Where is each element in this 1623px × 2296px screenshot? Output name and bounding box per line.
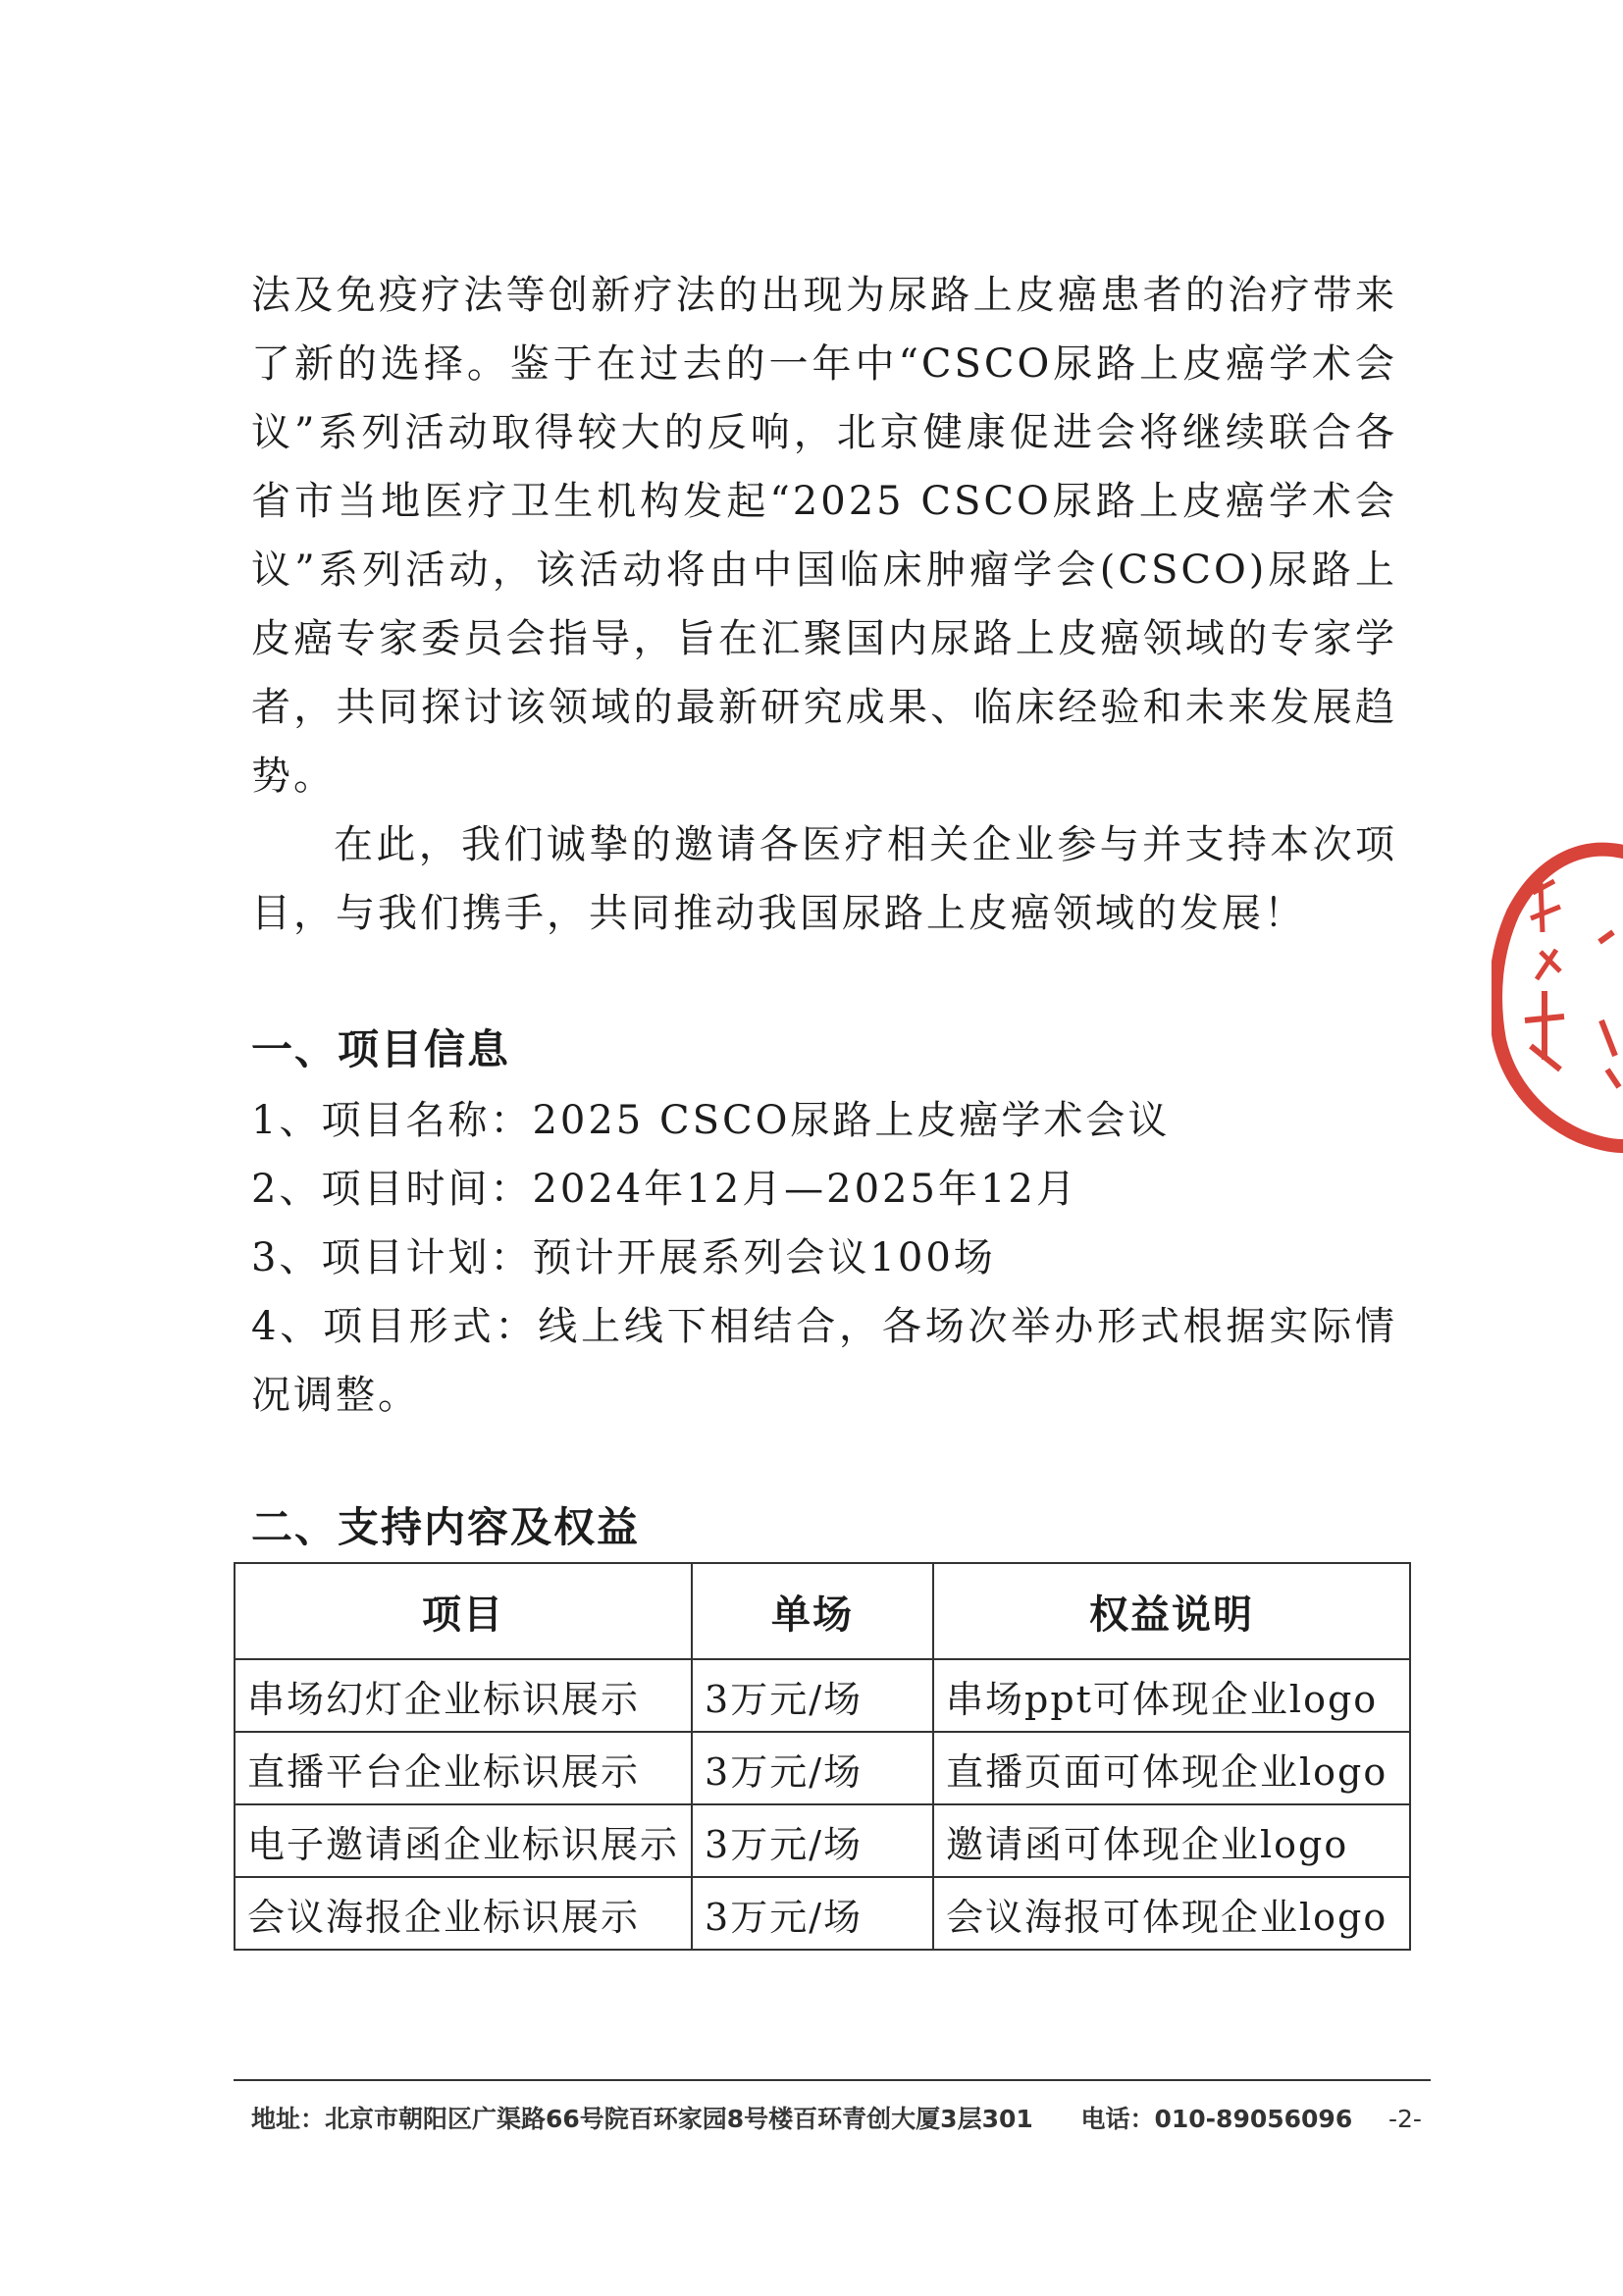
cell-price: 3万元/场 (692, 1804, 933, 1877)
cell-price: 3万元/场 (692, 1877, 933, 1950)
cell-project: 串场幻灯企业标识展示 (235, 1659, 692, 1732)
footer-phone: 电话：010-89056096 (1080, 2105, 1353, 2133)
rights-table (234, 1562, 1411, 1951)
table-row (235, 1877, 1410, 1950)
header-project: 项目 (235, 1563, 692, 1659)
footer-address: 地址：北京市朝阳区广渠路66号院百环家园8号楼百环青创大厦3层301 (251, 2105, 1033, 2133)
cell-project: 会议海报企业标识展示 (235, 1877, 692, 1950)
info-item-plan: 3、项目计划：预计开展系列会议100场 (251, 1235, 996, 1280)
header-single: 单场 (692, 1563, 933, 1659)
info-item-time: 2、项目时间：2024年12月—2025年12月 (251, 1167, 1078, 1212)
seal-mark-4 (1599, 932, 1619, 1087)
invite-paragraph: 在此，我们诚挚的邀请各医疗相关企业参与并支持本次项目，与我们携手，共同推动我国尿路上皮癌领域的发展！ (251, 822, 1397, 936)
page-number: -2- (1387, 2105, 1422, 2133)
seal-mark-2 (1537, 950, 1560, 979)
project-info-list (251, 1086, 1397, 1430)
cell-price: 3万元/场 (692, 1659, 933, 1732)
table-row (235, 1659, 1410, 1732)
seal-stamp-icon (1492, 824, 1623, 1177)
table-row (235, 1732, 1410, 1804)
info-item-name: 1、项目名称：2025 CSCO尿路上皮癌学术会议 (251, 1098, 1171, 1143)
footer-divider (234, 2079, 1431, 2081)
intro-paragraph: 法及免疫疗法等创新疗法的出现为尿路上皮癌患者的治疗带来了新的选择。鉴于在过去的一年中“CSCO尿路上皮癌学术会议”系列活动取得较大的反响，北京健康促进会将继续联合各省市当地医疗卫生机构发起“2025 CSCO尿路上皮癌学术会议”系列活动，该活动将由中国临床肿瘤学会(CSCO)尿路上皮癌专家委员会指导，旨在汇聚国内尿路上皮癌领域的专家学者，共同探讨该领域的最新研究成果、临床经验和未来发展趋势。 (251, 273, 1397, 799)
info-item-format: 4、项目形式：线上线下相结合，各场次举办形式根据实际情况调整。 (251, 1304, 1397, 1418)
section-title-project-info: 一、项目信息 (251, 1025, 511, 1073)
cell-rights: 串场ppt可体现企业logo (933, 1659, 1410, 1732)
cell-project: 电子邀请函企业标识展示 (235, 1804, 692, 1877)
seal-arc (1495, 850, 1623, 1146)
section-title-support-rights: 二、支持内容及权益 (251, 1503, 641, 1551)
seal-mark-3 (1525, 991, 1564, 1070)
cell-price: 3万元/场 (692, 1732, 933, 1804)
table-row (235, 1804, 1410, 1877)
cell-rights: 邀请函可体现企业logo (933, 1804, 1410, 1877)
seal-mark-1 (1531, 881, 1560, 932)
cell-project: 直播平台企业标识展示 (235, 1732, 692, 1804)
cell-rights: 会议海报可体现企业logo (933, 1877, 1410, 1950)
table-header-row (235, 1563, 1410, 1659)
footer (251, 2100, 1429, 2135)
cell-rights: 直播页面可体现企业logo (933, 1732, 1410, 1804)
header-rights: 权益说明 (933, 1563, 1410, 1659)
